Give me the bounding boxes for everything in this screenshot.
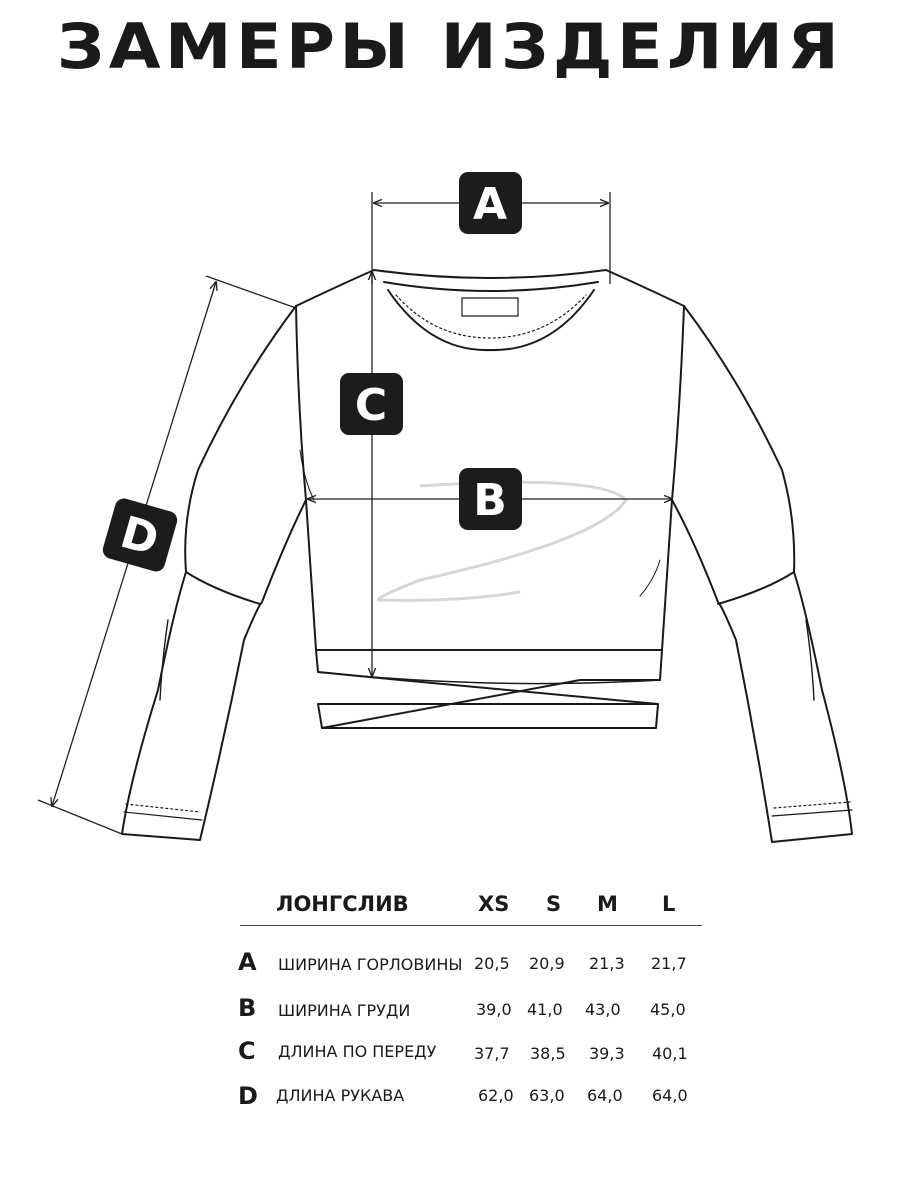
size-header-l: L — [662, 892, 676, 916]
size-header-s: S — [546, 892, 562, 916]
row-d-xs: 62,0 — [478, 1086, 514, 1105]
row-b-xs: 39,0 — [476, 1000, 512, 1019]
badge-b-label: B — [473, 475, 507, 526]
row-a-s: 20,9 — [529, 954, 565, 973]
row-key-d: D — [238, 1082, 258, 1110]
row-d-s: 63,0 — [529, 1086, 565, 1105]
row-label-d: ДЛИНА РУКАВА — [276, 1086, 405, 1105]
size-header-m: M — [597, 892, 618, 916]
row-c-m: 39,3 — [589, 1044, 625, 1063]
badge-c-label: C — [354, 380, 388, 431]
garment-outline — [122, 270, 852, 842]
badge-a-label: A — [472, 179, 508, 230]
row-key-c: C — [238, 1037, 256, 1065]
row-b-m: 43,0 — [585, 1000, 621, 1019]
row-d-l: 64,0 — [652, 1086, 688, 1105]
size-header-xs: XS — [478, 892, 510, 916]
row-b-s: 41,0 — [527, 1000, 563, 1019]
table-product-header: ЛОНГСЛИВ — [276, 892, 409, 916]
row-c-xs: 37,7 — [474, 1044, 510, 1063]
row-label-c: ДЛИНА ПО ПЕРЕДУ — [278, 1042, 437, 1061]
row-c-s: 38,5 — [530, 1044, 566, 1063]
badge-b — [459, 468, 522, 530]
row-c-l: 40,1 — [652, 1044, 688, 1063]
page-title: ЗАМЕРЫ ИЗДЕЛИЯ — [56, 10, 844, 83]
row-a-xs: 20,5 — [474, 954, 510, 973]
badge-d — [101, 496, 180, 573]
badge-d-label: D — [114, 506, 165, 566]
row-b-l: 45,0 — [650, 1000, 686, 1019]
row-a-m: 21,3 — [589, 954, 625, 973]
row-a-l: 21,7 — [651, 954, 687, 973]
row-label-a: ШИРИНА ГОРЛОВИНЫ — [278, 955, 463, 974]
row-key-b: B — [238, 994, 257, 1022]
badge-c — [340, 373, 403, 435]
badge-a — [459, 172, 522, 234]
row-key-a: A — [238, 948, 257, 976]
row-label-b: ШИРИНА ГРУДИ — [278, 1001, 411, 1020]
row-d-m: 64,0 — [587, 1086, 623, 1105]
